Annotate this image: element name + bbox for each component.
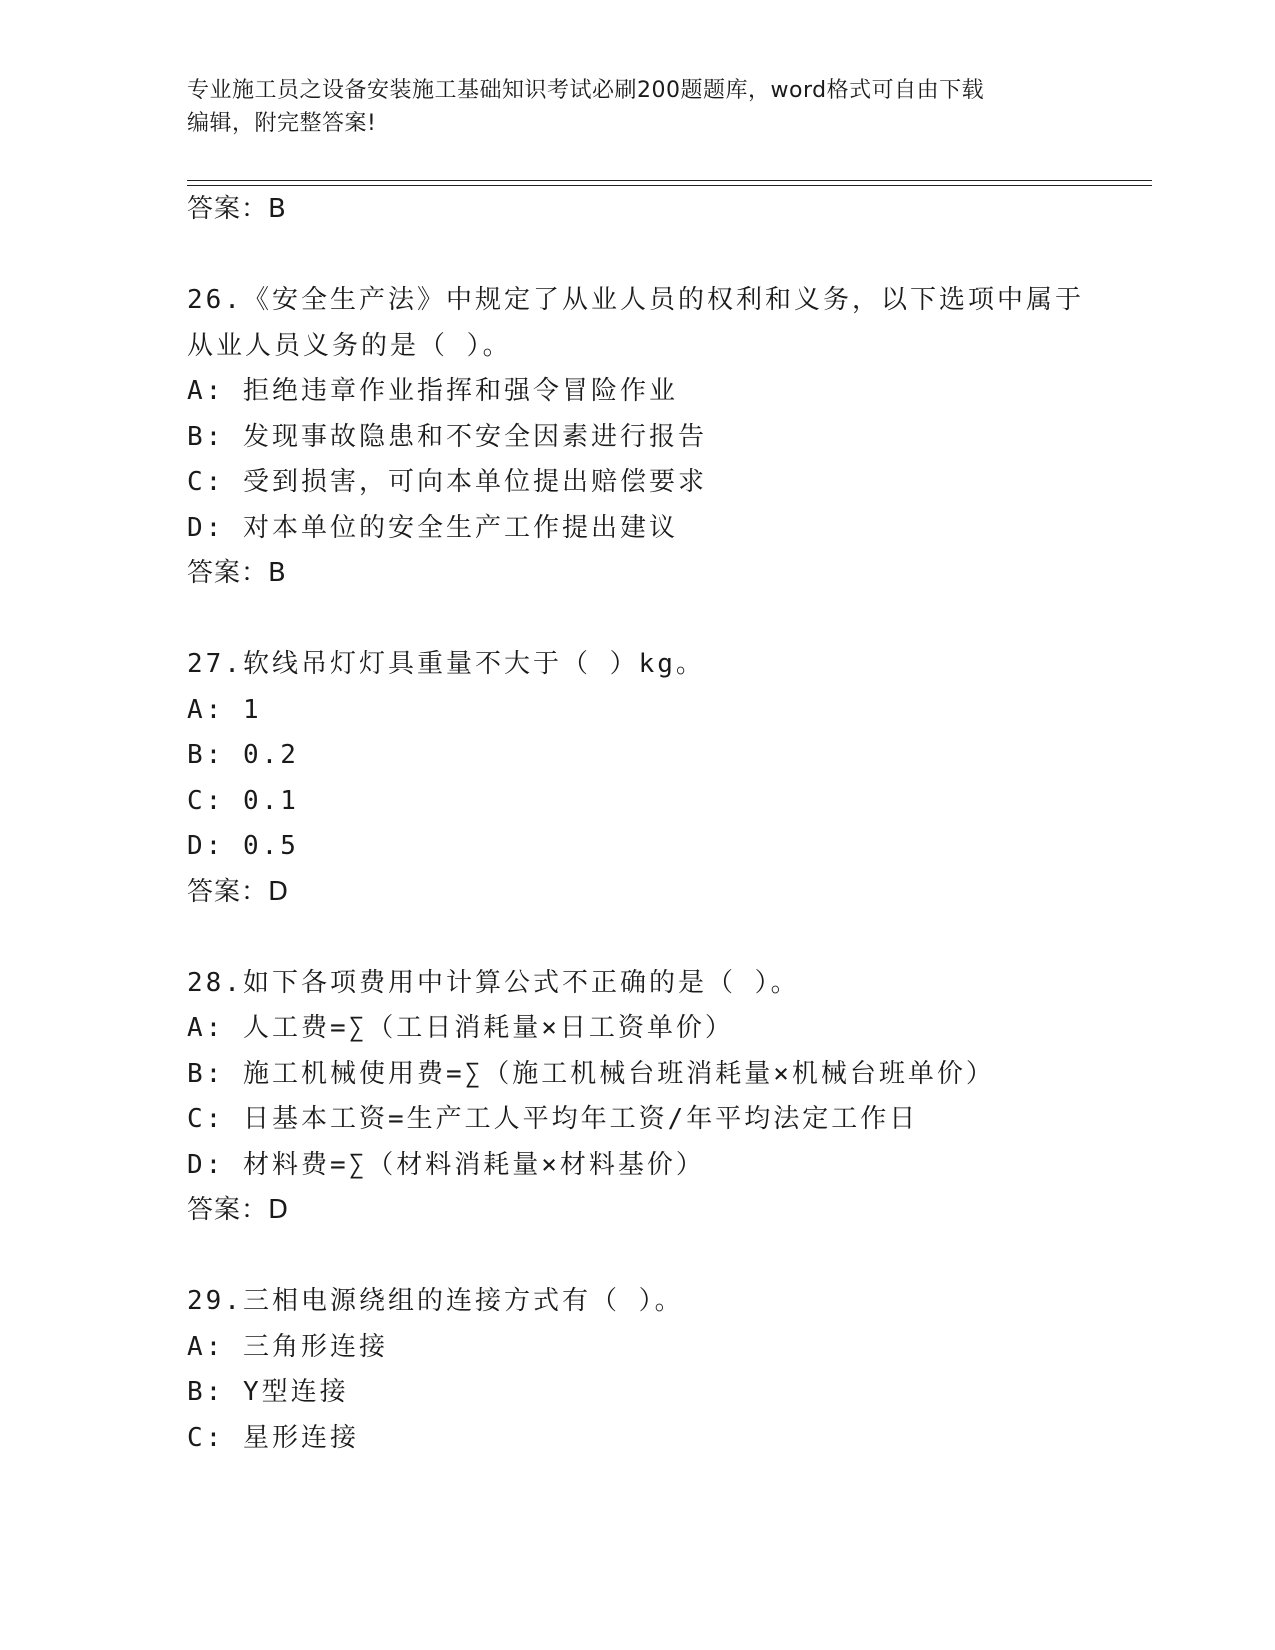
question-29 (187, 1279, 1152, 1461)
header-divider-bottom (187, 185, 1152, 186)
spacer (187, 233, 1152, 279)
question-27-option-b: B: 0.2 (187, 740, 299, 770)
question-26-stem-1: 26.《安全生产法》中规定了从业人员的权利和义务，以下选项中属于 (187, 285, 1084, 315)
header-divider-top (187, 180, 1152, 181)
question-27-option-c: C: 0.1 (187, 785, 299, 816)
question-27-option-d: D: 0.5 (187, 831, 299, 861)
question-28-stem: 28.如下各项费用中计算公式不正确的是（ ）。 (187, 967, 800, 998)
question-28-option-a: A: 人工费=∑（工日消耗量×日工资单价） (187, 1013, 734, 1043)
question-29-option-a: A: 三角形连接 (187, 1331, 388, 1362)
spacer (187, 915, 1152, 961)
spacer (187, 597, 1152, 643)
question-26-stem-2: 从业人员义务的是（ ）。 (187, 330, 512, 361)
question-27-option-a: A: 1 (187, 694, 262, 725)
document-header (187, 74, 1087, 140)
answer-25: 答案：B (187, 194, 287, 224)
question-28 (187, 961, 1152, 1234)
question-26-option-d: D: 对本单位的安全生产工作提出建议 (187, 512, 678, 543)
question-27 (187, 642, 1152, 915)
spacer (187, 1234, 1152, 1280)
question-29-stem: 29.三相电源绕组的连接方式有（ ）。 (187, 1286, 684, 1316)
header-line-1: 专业施工员之设备安装施工基础知识考试必刷200题题库，word格式可自由下载 (187, 78, 985, 103)
answer-28: 答案：D (187, 1195, 290, 1225)
answer-26: 答案：B (187, 558, 287, 588)
question-28-option-c: C: 日基本工资=生产工人平均年工资/年平均法定工作日 (187, 1104, 919, 1134)
question-27-stem: 27.软线吊灯灯具重量不大于（ ）kg。 (187, 649, 705, 679)
question-29-option-b: B: Y型连接 (187, 1377, 349, 1407)
question-26-option-a: A: 拒绝违章作业指挥和强令冒险作业 (187, 376, 678, 406)
question-29-option-c: C: 星形连接 (187, 1422, 359, 1453)
header-line-2: 编辑，附完整答案! (187, 111, 377, 136)
question-28-option-b: B: 施工机械使用费=∑（施工机械台班消耗量×机械台班单价） (187, 1058, 995, 1089)
question-26 (187, 278, 1152, 597)
question-26-option-c: C: 受到损害，可向本单位提出赔偿要求 (187, 467, 707, 497)
answer-27: 答案：D (187, 876, 290, 907)
question-28-option-d: D: 材料费=∑（材料消耗量×材料基价） (187, 1149, 705, 1180)
question-list (187, 187, 1152, 1461)
question-26-option-b: B: 发现事故隐患和不安全因素进行报告 (187, 421, 707, 452)
